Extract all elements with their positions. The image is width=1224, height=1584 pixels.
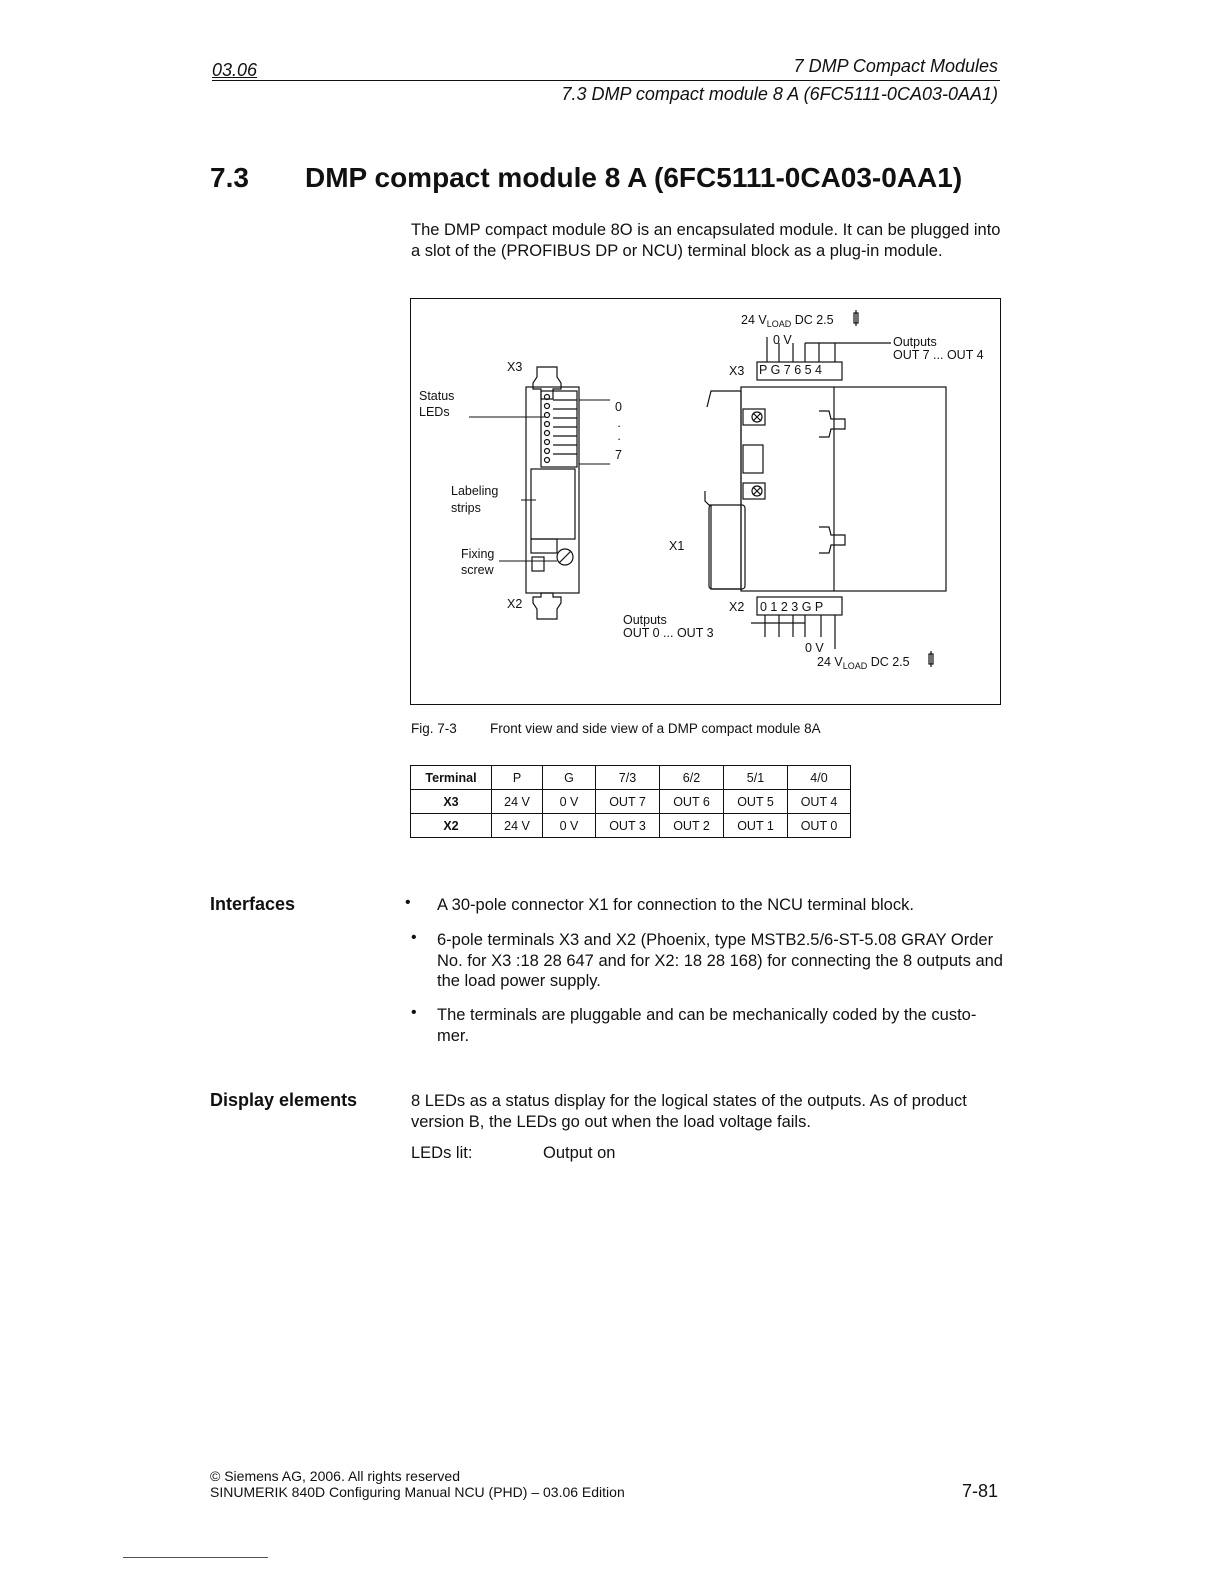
label-x2-front: X2 — [507, 597, 523, 611]
section-title: DMP compact module 8 A (6FC5111-0CA03-0AA1) — [305, 162, 963, 193]
leds-lit-label: LEDs lit: — [411, 1144, 473, 1162]
display-heading: Display elements — [210, 1090, 358, 1110]
figure-number: Fig. 7-3 — [411, 721, 457, 736]
table-cell: OUT 7 — [596, 790, 660, 814]
led-strip — [541, 391, 577, 467]
figure-caption: Front view and side view of a DMP compact module 8A — [490, 721, 821, 736]
header-rule — [212, 80, 1000, 81]
table-cell: OUT 2 — [660, 814, 724, 838]
section-number: 7.3 — [210, 162, 249, 193]
table-cell: 0 V — [543, 814, 596, 838]
side-module-body — [741, 387, 946, 591]
label-labeling-2: strips — [451, 501, 481, 515]
label-bot-zero-v: 0 V — [805, 641, 824, 655]
label-bot-outputs: Outputs — [623, 613, 667, 627]
x3-terminal-labels: P G 7 6 5 4 — [759, 363, 823, 377]
label-status-leds-2: LEDs — [419, 405, 450, 419]
front-bottom-connector — [533, 593, 561, 619]
side-left-profile — [705, 391, 741, 589]
label-top-supply: 24 $V_{LOAD}$ DC 2.5 — [741, 313, 834, 329]
bullet-marker: • — [411, 929, 417, 946]
label-x3-side: X3 — [729, 364, 745, 378]
table-cell: OUT 3 — [596, 814, 660, 838]
table-row — [411, 814, 851, 838]
table-cell: 0 V — [543, 790, 596, 814]
page-number: 7-81 — [961, 1481, 998, 1501]
terminal-table — [410, 765, 851, 838]
label-bot-outputs-2: OUT 0 ... OUT 3 — [623, 626, 714, 640]
led — [545, 422, 550, 427]
interface-bullet-1: A 30-pole connector X1 for connection to the NCU terminal block. — [437, 896, 914, 914]
table-cell: OUT 4 — [788, 790, 851, 814]
header-chapter: 7 DMP Compact Modules — [793, 56, 998, 76]
label-led-0: 0 — [615, 400, 622, 414]
label-fixing-2: screw — [461, 563, 494, 577]
led-dot-1: · — [617, 419, 622, 433]
table-cell: OUT 1 — [724, 814, 788, 838]
bullet-marker: • — [411, 1004, 417, 1021]
label-x3-front: X3 — [507, 360, 523, 374]
label-x2-side: X2 — [729, 600, 745, 614]
label-top-outputs: Outputs — [893, 335, 937, 349]
x1-connector — [709, 505, 745, 589]
label-bot-supply: 24 $V_{LOAD}$ DC 2.5 — [817, 655, 910, 671]
label-labeling: Labeling — [451, 484, 499, 498]
table-header-cell: 5/1 — [724, 766, 788, 790]
intro-paragraph: The DMP compact module 8O is an encapsulated module. It can be plugged into a slot of the (PROFIBUS DP or NCU) terminal block as a plug-in module. — [411, 221, 1001, 260]
interface-bullet-3: The terminals are pluggable and can be mechanically coded by the custo-mer. — [437, 1006, 977, 1045]
labeling-strip — [531, 469, 575, 539]
table-header-cell: G — [543, 766, 596, 790]
interface-bullet-2: 6-pole terminals X3 and X2 (Phoenix, type MSTB2.5/6-ST-5.08 GRAY Order No. for X3 :18 28 647 and for X2: 18 28 168) for connecting the 8 outputs and the load power supply. — [437, 931, 1003, 990]
x2-terminal-labels: 0 1 2 3 G P — [760, 600, 824, 614]
table-header-row — [411, 766, 851, 790]
table-header-cell: 6/2 — [660, 766, 724, 790]
label-top-zero-v: 0 V — [773, 333, 792, 347]
label-top-outputs-2: OUT 7 ... OUT 4 — [893, 348, 984, 362]
table-cell: OUT 6 — [660, 790, 724, 814]
interfaces-heading: Interfaces — [210, 894, 296, 914]
table-cell: X3 — [411, 790, 492, 814]
leds-lit-value: Output on — [543, 1144, 616, 1162]
label-x1: X1 — [669, 539, 685, 553]
table-cell: 24 V — [492, 814, 543, 838]
table-cell: OUT 5 — [724, 790, 788, 814]
led — [545, 440, 550, 445]
table-header-cell: 4/0 — [788, 766, 851, 790]
bullet-marker: • — [405, 894, 411, 911]
header-date: 03.06 — [212, 60, 258, 80]
table-header-cell: 7/3 — [596, 766, 660, 790]
led — [545, 404, 550, 409]
table-header-cell: P — [492, 766, 543, 790]
label-status-leds: Status — [419, 389, 455, 403]
header-section: 7.3 DMP compact module 8 A (6FC5111-0CA03-0AA1) — [561, 84, 998, 104]
table-cell: 24 V — [492, 790, 543, 814]
table-cell: X2 — [411, 814, 492, 838]
led — [545, 449, 550, 454]
footer-copyright: © Siemens AG, 2006. All rights reserved — [210, 1468, 460, 1484]
led — [545, 431, 550, 436]
display-paragraph: 8 LEDs as a status display for the logical states of the outputs. As of product version B, the LEDs go out when the load voltage fails. — [411, 1092, 967, 1131]
footer-link-underline — [123, 1557, 268, 1558]
table-header-cell: Terminal — [411, 766, 492, 790]
table-cell: OUT 0 — [788, 814, 851, 838]
footer-manual: SINUMERIK 840D Configuring Manual NCU (PHD) – 03.06 Edition — [210, 1484, 625, 1500]
label-led-7: 7 — [615, 448, 622, 462]
led — [545, 458, 550, 463]
label-fixing: Fixing — [461, 547, 495, 561]
table-row — [411, 790, 851, 814]
module-figure — [410, 298, 1001, 705]
led-dot-2: · — [617, 432, 622, 446]
